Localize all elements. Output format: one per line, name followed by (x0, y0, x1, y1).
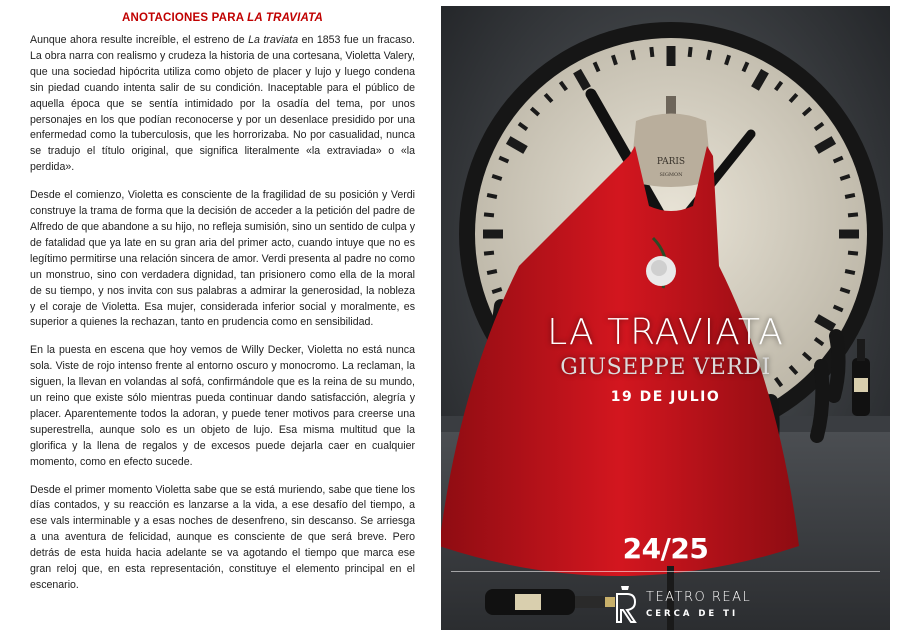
clock-tick (484, 214, 494, 215)
opera-poster (441, 6, 890, 630)
paragraph-1-opera-name: La traviata (248, 34, 299, 46)
poster-season: 24/25 (622, 532, 709, 565)
clock-tick (487, 271, 497, 273)
poster-divider (451, 571, 880, 572)
paragraph-2: Desde el comienzo, Violetta es consciente de la fragilidad de su posición y Verdi construye la trama de forma que la decisión de acceder a la petición del padre de Alfredo de que abandone a su hijo, no refleja sumisión, sino un sentido de culpa y de fatalidad que ya late en su gran aria del primer acto, cuando intuye que no es legítimo permitirse una relación sincera de amor. Verdi presenta al padre no como un monstruo, sino con verdadera dignidad, tan prisionero como ella de la moral de su tiempo, y nos invita con sus palabras a admirar la generosidad, la nobleza y el coraje de Violetta. Esa mujer, considerada inferior social y moralmente, es superior a quienes la rechazan, tanto en prudencia como en sensibilidad. (30, 189, 415, 329)
clock-tick (690, 47, 691, 57)
article-title-prefix: ANOTACIONES PARA (121, 12, 248, 24)
mannequin-label-brand: SIGMON (659, 172, 683, 178)
mannequin-label-paris: PARIS (656, 157, 686, 167)
paragraph-3: En la puesta en escena que hoy vemos de Willy Decker, Violetta no está nunca sola. Viste de rojo intenso frente al entorno oscuro y monocromo. La reclaman, la siguen, la llevan en volandas al sofá, confirmándole que es la reina de su mundo, un reino que existe sólo mientras pueda continuar dando satisfacción, alegría y placer. Aparentemente todos la adoran, y puede tener motivos para creerse una superestrella, aunque solo es un objeto de lujo. Esa misma multitud que la glorifica y la llena de regalos y de excesos puede dejarla caer en cualquier momento, como en efecto sucede. (30, 344, 415, 468)
article-column (30, 8, 415, 628)
poster-title: LA TRAVIATA (547, 312, 784, 353)
clock-tick (848, 253, 858, 254)
paragraph-1-part-a: Aunque ahora resulte increíble, el estreno de (30, 34, 249, 46)
clock-tick (487, 195, 497, 197)
poster-venue: TEATRO REAL (646, 590, 752, 605)
clock-tick (845, 271, 855, 273)
teatro-real-logo-icon (609, 584, 641, 624)
clock-tick (651, 47, 652, 57)
paragraph-1 (30, 33, 415, 176)
article-title-opera: LA TRAVIATA (247, 12, 324, 24)
poster-tagline: CERCA DE TI (646, 609, 739, 619)
poster-composer: GIUSEPPE VERDI (560, 355, 771, 380)
clock-tick (848, 214, 858, 215)
paragraph-1-part-c: en 1853 fue un fracaso. La obra narra con realismo y crudeza la historia de una cortesana, Violetta Valery, que una sociedad hipócrita utiliza como objeto de placer y lujo y luego condena sin piedad cuando intenta salir de su condición. Inaceptable para el público de aquella época que se sentía intimidado por la osadía del tema, por unos personajes en los que podían reconocerse y por un desenlace presidido por una enfermedad como la tuberculosis, que les horrorizaba. No por casualidad, nunca se tradujo el título original, que significa literalmente «la extraviada» o «la perdida». (30, 34, 416, 174)
paragraph-4: Desde el primer momento Violetta sabe que se está muriendo, sabe que tiene los días contados, y su reacción es lanzarse a la vida, a ese desafío del tiempo, a ese vals interminable y a esas noches de desenfreno, sin descanso. Se arriesga a una aventura de felicidad, aunque es consciente de que será breve. Pero detrás de esta huida hacia adelante se va agotando el tiempo que marca ese gran reloj que, en esta representación, constituye el elemento principal en el escenario. (30, 483, 415, 591)
clock-tick (484, 253, 494, 254)
clock-tick (632, 50, 634, 60)
clock-tick (708, 50, 710, 60)
poster-date: 19 DE JULIO (610, 389, 721, 405)
article-title (30, 12, 415, 24)
clock-tick (845, 195, 855, 197)
